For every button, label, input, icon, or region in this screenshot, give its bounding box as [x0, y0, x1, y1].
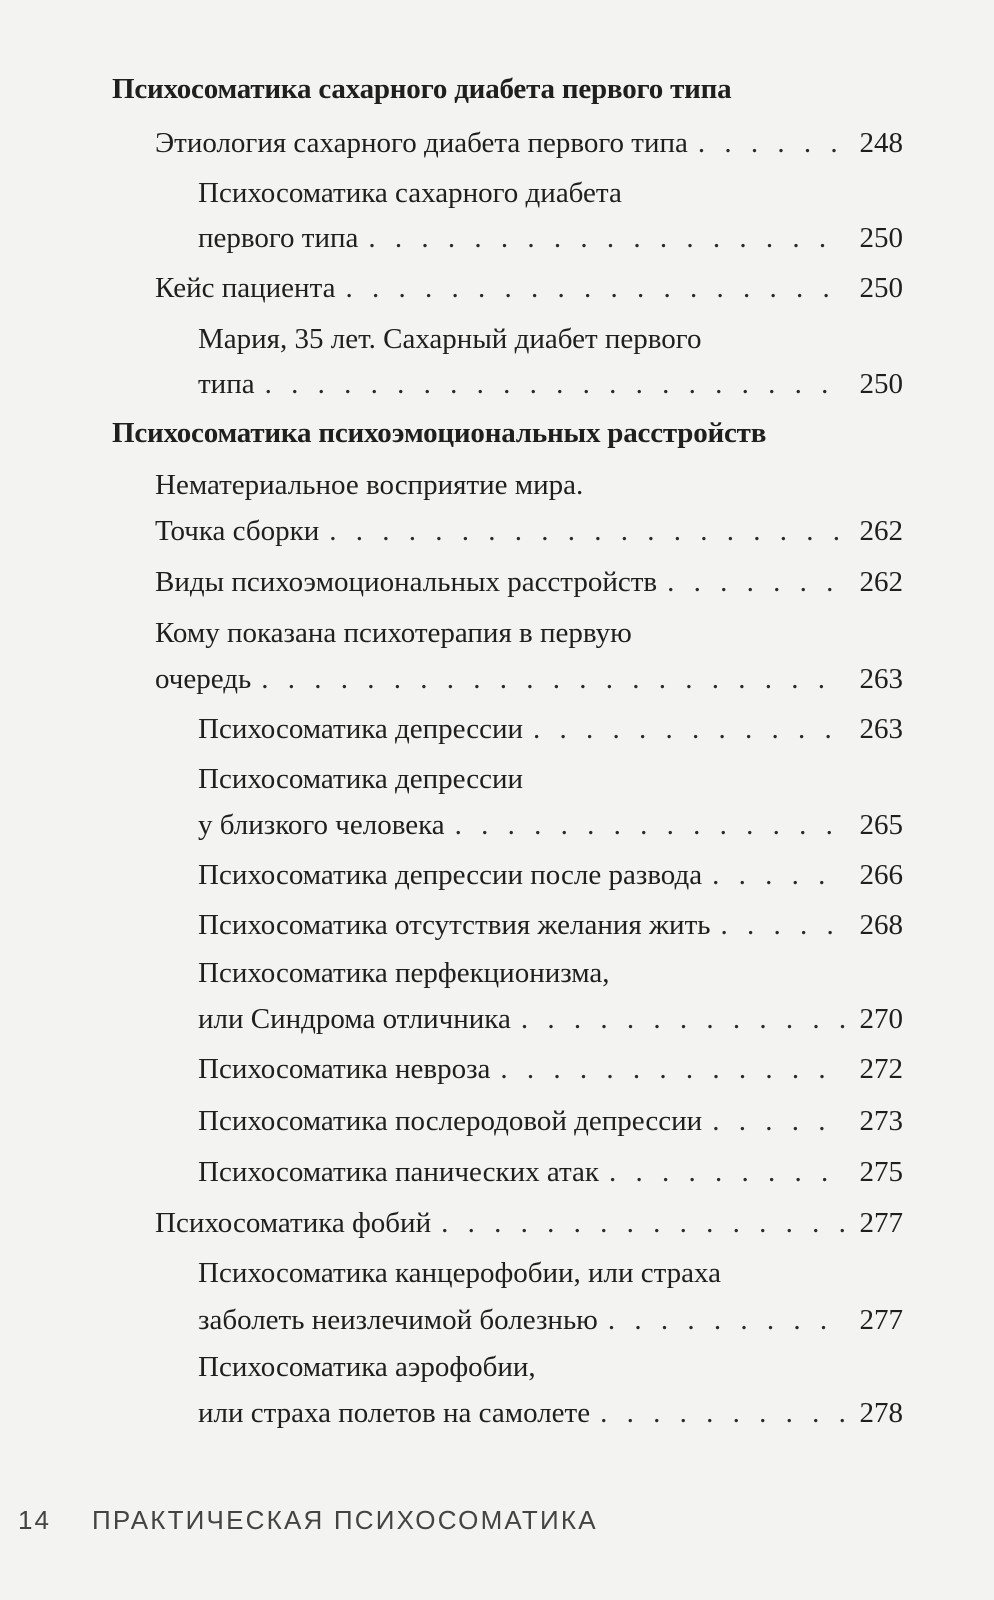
entry-title: Психосоматика отсутствия желания жить	[198, 909, 711, 941]
entry-page-number: 275	[859, 1156, 903, 1188]
entry-page-number: 250	[859, 272, 903, 304]
toc-entry[interactable]	[155, 1206, 903, 1240]
footer-book-title: ПРАКТИЧЕСКАЯ ПСИХОСОМАТИКА	[92, 1505, 598, 1535]
entry-title: Психосоматика панических атак	[198, 1156, 599, 1188]
entry-title: Нематериальное восприятие мира.	[155, 469, 584, 501]
leader-dots	[329, 514, 845, 548]
leader-dots	[455, 808, 845, 842]
toc-entry[interactable]	[198, 1002, 903, 1036]
footer-page-number: 14	[18, 1505, 51, 1535]
entry-title-continued: заболеть неизлечимой болезнью	[198, 1304, 598, 1336]
entry-page-number: 268	[859, 909, 903, 941]
entry-page-number: 262	[859, 566, 903, 598]
entry-page-number: 263	[859, 663, 903, 695]
toc-entry[interactable]	[198, 712, 903, 746]
entry-title-continued: или Синдрома отличника	[198, 1003, 511, 1035]
leader-dots	[521, 1002, 845, 1036]
leader-dots	[600, 1396, 845, 1430]
entry-title: Психосоматика депрессии после развода	[198, 859, 703, 891]
toc-entry[interactable]	[198, 1396, 903, 1430]
entry-page-number: 277	[859, 1207, 903, 1239]
entry-page-number: 270	[859, 1003, 903, 1035]
toc-entry[interactable]	[198, 808, 903, 842]
toc-entry[interactable]	[198, 1303, 903, 1337]
leader-dots	[667, 565, 845, 599]
entry-page-number: 262	[859, 515, 903, 547]
toc-entry[interactable]	[198, 367, 903, 401]
entry-title-continued: у близкого человека	[198, 809, 445, 841]
toc-entry[interactable]	[198, 1104, 903, 1138]
entry-title-continued: очередь	[155, 663, 252, 695]
entry-title-continued: Точка сборки	[155, 515, 320, 547]
entry-title: Психосоматика перфекционизма,	[198, 957, 610, 989]
entry-title: Психосоматика невроза	[198, 1053, 491, 1085]
entry-title-continued: или страха полетов на самолете	[198, 1397, 591, 1429]
entry-title: Мария, 35 лет. Сахарный диабет первого	[198, 323, 702, 355]
entry-title: Психосоматика фобий	[155, 1207, 432, 1239]
entry-page-number: 266	[859, 859, 903, 891]
entry-page-number: 250	[859, 222, 903, 254]
leader-dots	[368, 221, 845, 255]
entry-title: Психосоматика аэрофобии,	[198, 1351, 536, 1383]
entry-page-number: 277	[859, 1304, 903, 1336]
entry-title: Кейс пациента	[155, 272, 336, 304]
toc-entry[interactable]	[155, 662, 903, 696]
entry-page-number: 273	[859, 1105, 903, 1137]
entry-title: Психосоматика послеродовой депрессии	[198, 1105, 703, 1137]
section-heading: Психосоматика сахарного диабета первого типа	[112, 73, 732, 105]
toc-entry[interactable]	[198, 221, 903, 255]
entry-page-number: 278	[859, 1397, 903, 1429]
entry-page-number: 250	[859, 368, 903, 400]
entry-title: Виды психоэмоциональных расстройств	[155, 566, 658, 598]
leader-dots	[441, 1206, 845, 1240]
leader-dots	[712, 1104, 845, 1138]
toc-entry[interactable]	[198, 858, 903, 892]
leader-dots	[698, 126, 845, 160]
entry-page-number: 265	[859, 809, 903, 841]
toc-entry[interactable]	[155, 565, 903, 599]
toc-entry[interactable]	[198, 908, 903, 942]
leader-dots	[345, 271, 845, 305]
entry-page-number: 248	[859, 127, 903, 159]
leader-dots	[609, 1155, 845, 1189]
leader-dots	[533, 712, 845, 746]
leader-dots	[712, 858, 845, 892]
entry-title-continued: первого типа	[198, 222, 359, 254]
entry-title: Кому показана психотерапия в первую	[155, 617, 632, 649]
leader-dots	[265, 367, 845, 401]
entry-title: Психосоматика канцерофобии, или страха	[198, 1257, 722, 1289]
entry-title: Этиология сахарного диабета первого типа	[155, 127, 688, 159]
leader-dots	[261, 662, 845, 696]
toc-entry[interactable]	[155, 514, 903, 548]
toc-entry[interactable]	[155, 126, 903, 160]
entry-page-number: 263	[859, 713, 903, 745]
leader-dots	[500, 1052, 845, 1086]
entry-title-continued: типа	[198, 368, 255, 400]
entry-title: Психосоматика депрессии	[198, 713, 524, 745]
entry-page-number: 272	[859, 1053, 903, 1085]
toc-entry[interactable]	[155, 271, 903, 305]
entry-title: Психосоматика депрессии	[198, 763, 524, 795]
section-heading: Психосоматика психоэмоциональных расстройств	[112, 417, 767, 449]
entry-title: Психосоматика сахарного диабета	[198, 177, 622, 209]
leader-dots	[608, 1303, 845, 1337]
leader-dots	[720, 908, 845, 942]
toc-entry[interactable]	[198, 1155, 903, 1189]
toc-entry[interactable]	[198, 1052, 903, 1086]
